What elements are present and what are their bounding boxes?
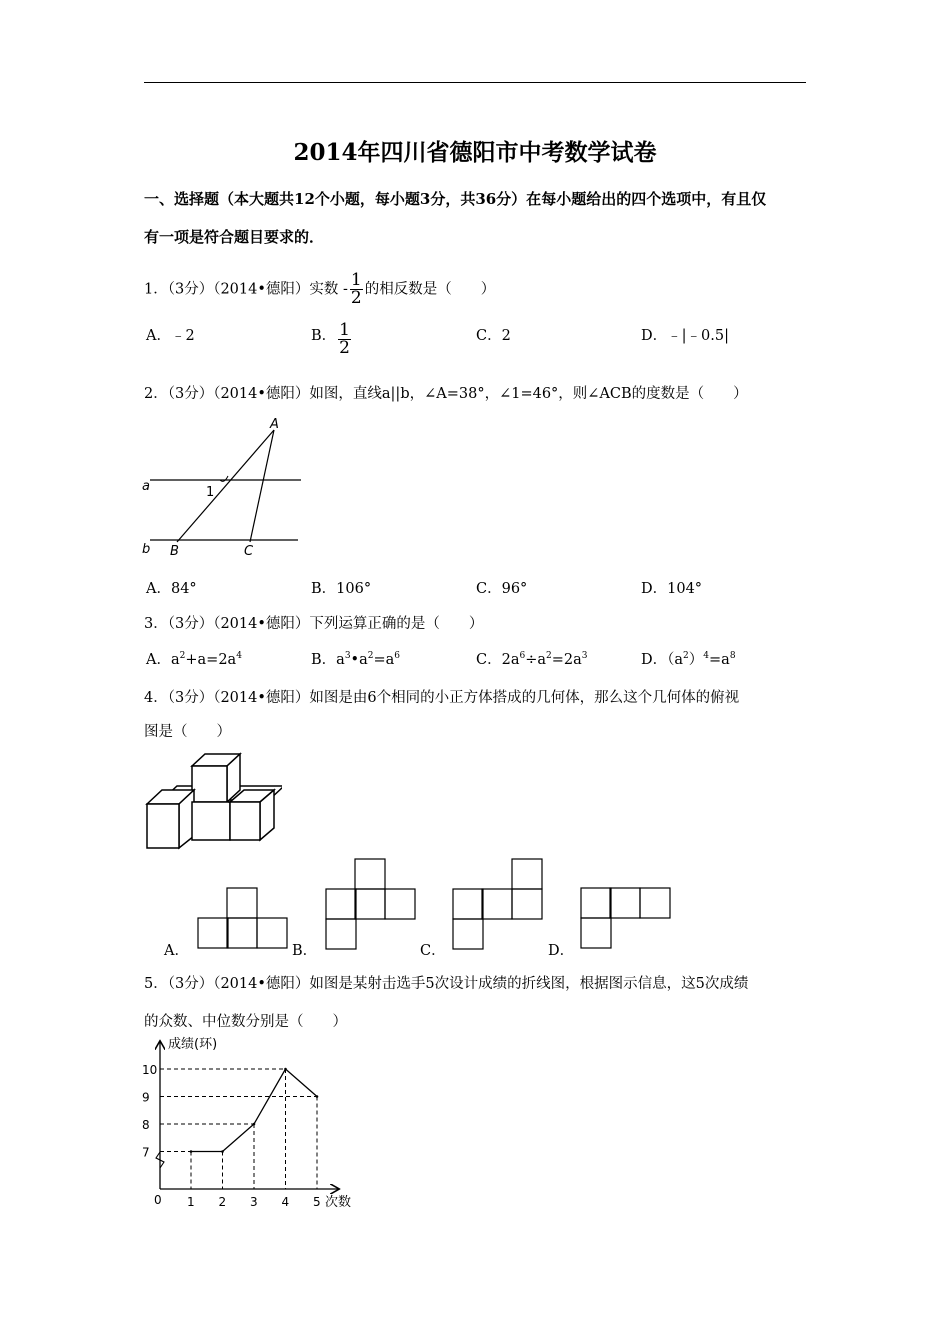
side-AC bbox=[250, 430, 274, 542]
x-tick-label-5: 5 bbox=[313, 1195, 321, 1209]
question-5-line2: 的众数、中位数分别是（ ） bbox=[144, 1014, 347, 1030]
y-axis-label: 成绩(环) bbox=[168, 1037, 218, 1052]
q3a-s2: 4 bbox=[236, 651, 242, 662]
q3c-t3: =2a bbox=[551, 652, 582, 668]
label-a: a bbox=[142, 479, 150, 494]
question-1 bbox=[144, 272, 495, 307]
q3d-label: D． bbox=[641, 652, 668, 668]
label-b: b bbox=[142, 542, 151, 557]
score-line-chart bbox=[140, 1034, 370, 1224]
q3c-s2: 2 bbox=[546, 651, 552, 662]
section-heading-line2: 有一项是符合题目要求的． bbox=[144, 228, 325, 246]
q3c-s3: 3 bbox=[581, 651, 588, 662]
question-4-line1: 4．（3分）（2014•德阳）如图是由6个相同的小正方体搭成的几何体，那么这个几何体的俯视 bbox=[144, 690, 740, 706]
top-cube-front bbox=[192, 766, 227, 802]
q4-option-c[interactable]: C． bbox=[420, 943, 446, 959]
q3d-s1: 2 bbox=[683, 651, 689, 662]
question-4-line2: 图是（ ） bbox=[144, 724, 231, 740]
q2-option-d[interactable]: D．104° bbox=[641, 581, 703, 597]
q3b-t1: a bbox=[336, 652, 345, 668]
label-1: 1 bbox=[206, 485, 215, 500]
section-heading-line1: 一、选择题（本大题共12个小题，每小题3分，共36分）在每小题给出的四个选项中，有且仅 bbox=[144, 190, 767, 208]
q1-option-b[interactable] bbox=[311, 320, 353, 358]
q2-option-c[interactable]: C．96° bbox=[476, 581, 528, 597]
side-AB bbox=[177, 430, 274, 542]
question-5-line1: 5．（3分）（2014•德阳）如图是某射击选手5次设计成绩的折线图，根据图示信息，这5次成绩 bbox=[144, 976, 749, 992]
q1-option-c[interactable]: C．2 bbox=[476, 328, 511, 344]
q1-fraction bbox=[350, 272, 363, 307]
q3d-s3: 8 bbox=[729, 651, 736, 662]
q1-option-a[interactable]: A．﹣2 bbox=[146, 328, 195, 344]
y-tick-label-8: 8 bbox=[142, 1118, 150, 1132]
q1-suffix: 的相反数是（ ） bbox=[364, 281, 496, 298]
q3b-s2: 2 bbox=[367, 651, 374, 662]
q2-option-b[interactable]: B．106° bbox=[311, 581, 372, 597]
q1-option-b-den: 2 bbox=[339, 338, 350, 358]
label-B: B bbox=[170, 544, 179, 559]
q3c-s1: 6 bbox=[519, 651, 526, 662]
middle-cube-front bbox=[192, 802, 230, 840]
q4-option-a-grid bbox=[197, 887, 289, 951]
q3a-t2: +a=2a bbox=[185, 652, 237, 668]
q4-option-c-grid bbox=[452, 858, 544, 952]
data-point-5 bbox=[316, 1095, 319, 1098]
origin-label: 0 bbox=[154, 1193, 162, 1207]
q4-solid-figure bbox=[142, 752, 282, 854]
q4-option-d[interactable]: D． bbox=[548, 943, 575, 959]
q1-option-b-label: B． bbox=[311, 328, 337, 344]
q3b-s1: 3 bbox=[344, 651, 351, 662]
data-point-3 bbox=[253, 1123, 256, 1126]
section-heading bbox=[144, 180, 812, 256]
x-tick-label-3: 3 bbox=[250, 1195, 258, 1209]
data-point-2 bbox=[221, 1150, 224, 1153]
y-tick-label-7: 7 bbox=[142, 1145, 150, 1160]
label-C: C bbox=[244, 544, 254, 559]
q3c-label: C． bbox=[476, 652, 502, 668]
q4-option-b-grid bbox=[325, 858, 417, 952]
q3d-t1: （a bbox=[667, 652, 684, 668]
q1-frac-den: 2 bbox=[350, 288, 362, 308]
q3c-t1: 2a bbox=[501, 652, 520, 668]
x-tick-label-4: 4 bbox=[281, 1195, 290, 1209]
x-axis-label: 次数 bbox=[325, 1195, 352, 1210]
q4-option-b[interactable]: B． bbox=[292, 943, 318, 959]
q3c-t2: ÷a bbox=[525, 652, 547, 668]
q3a-t1: a bbox=[170, 652, 180, 668]
label-A: A bbox=[270, 417, 279, 432]
header-rule bbox=[144, 82, 806, 83]
q1-option-b-fraction bbox=[338, 322, 351, 357]
y-tick-label-9: 9 bbox=[142, 1090, 150, 1105]
q3d-t3: =a bbox=[709, 652, 730, 668]
data-point-4 bbox=[284, 1068, 287, 1071]
question-2: 2．（3分）（2014•德阳）如图，直线a||b，∠A=38°，∠1=46°，则∠ACB的度数是（ ） bbox=[144, 386, 748, 402]
page-title: 2014年四川省德阳市中考数学试卷 bbox=[293, 139, 657, 166]
q1-prefix: 1．（3分）（2014•德阳）实数 - bbox=[144, 281, 348, 298]
q3a-label: A． bbox=[146, 652, 171, 668]
q3-option-b[interactable] bbox=[311, 648, 400, 669]
q3b-label: B． bbox=[311, 652, 337, 668]
y-tick-label-10: 10 bbox=[142, 1063, 158, 1077]
q3b-s3: 6 bbox=[394, 651, 401, 662]
q3-option-c[interactable] bbox=[476, 648, 588, 669]
q3-option-a[interactable] bbox=[146, 648, 242, 669]
q3b-t3: =a bbox=[373, 652, 395, 668]
q4-option-a[interactable]: A． bbox=[164, 943, 189, 959]
x-tick-label-1: 1 bbox=[187, 1195, 195, 1209]
q3a-s1: 2 bbox=[179, 651, 186, 662]
q2-option-a[interactable]: A．84° bbox=[146, 581, 197, 597]
x-tick-label-2: 2 bbox=[218, 1195, 227, 1209]
right-cube-front bbox=[230, 802, 260, 840]
left-cube-front bbox=[147, 804, 179, 848]
q2-figure bbox=[138, 412, 308, 562]
q3-option-d[interactable] bbox=[641, 648, 736, 669]
q3b-t2: •a bbox=[350, 652, 368, 668]
q3d-t2: ） bbox=[688, 652, 704, 668]
q3d-s2: 4 bbox=[703, 651, 710, 662]
q1-option-b-num: 1 bbox=[339, 320, 350, 340]
q4-option-d-grid bbox=[580, 887, 672, 951]
question-3: 3．（3分）（2014•德阳）下列运算正确的是（ ） bbox=[144, 616, 484, 632]
data-point-1 bbox=[190, 1150, 193, 1153]
q1-frac-num: 1 bbox=[350, 270, 362, 290]
q1-option-d[interactable]: D．﹣|﹣0.5| bbox=[641, 328, 729, 344]
